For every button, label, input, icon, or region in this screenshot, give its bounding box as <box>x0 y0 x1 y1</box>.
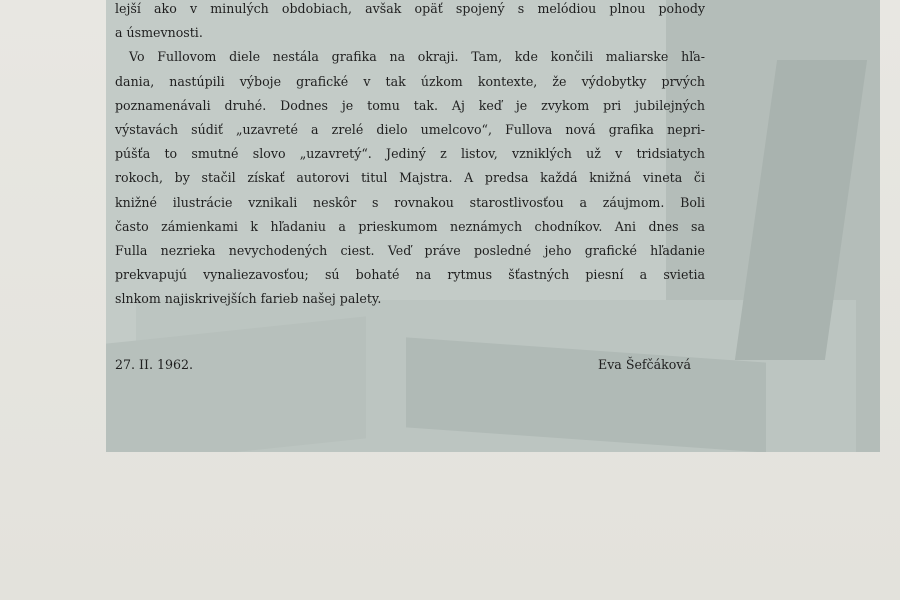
text-line: Fulla nezrieka nevychodených ciest. Veď práve posledné jeho grafické hľadanie <box>115 243 705 259</box>
text-line: lejší ako v minulých obdobiach, avšak opäť spojený s melódiou plnou pohody <box>115 1 705 16</box>
text-line: a úsmevnosti. <box>115 25 203 41</box>
text-line: knižné ilustrácie vznikali neskôr s rovnakou starostlivosťou a záujmom. Boli <box>115 194 705 210</box>
text-line: často zámienkami k hľadaniu a prieskumom neznámych chodníkov. Ani dnes sa <box>115 218 705 234</box>
text-line: rokoch, by stačil získať autorovi titul Majstra. A predsa každá knižná vineta či <box>115 170 705 186</box>
body-text <box>115 0 705 312</box>
text-line: púšťa to smutné slovo „uzavretý“. Jediný z listov, vzniklých už v tridsiatych <box>115 146 705 162</box>
text-line: poznamenávali druhé. Dodnes je tomu tak. Aj keď je zvykom pri jubilejných <box>115 97 705 113</box>
text-line: výstavách súdiť „uzavreté a zrelé dielo umelcovo“, Fullova nová grafika nepri- <box>115 122 705 138</box>
author-signature: Eva Šefčáková <box>598 357 691 372</box>
paragraph-2 <box>115 45 705 311</box>
text-line: dania, nastúpili výboje grafické v tak úzkom kontexte, že výdobytky prvých <box>115 73 705 89</box>
paragraph-1 <box>115 0 705 45</box>
text-line: prekvapujú vynaliezavosťou; sú bohaté na rytmus šťastných piesní a svietia <box>115 267 705 283</box>
text-line: Vo Fullovom diele nestála grafika na okraji. Tam, kde končili maliarske hľa- <box>129 49 705 65</box>
text-line: slnkom najiskrivejších farieb našej palety. <box>115 291 382 307</box>
date: 27. II. 1962. <box>115 357 194 372</box>
